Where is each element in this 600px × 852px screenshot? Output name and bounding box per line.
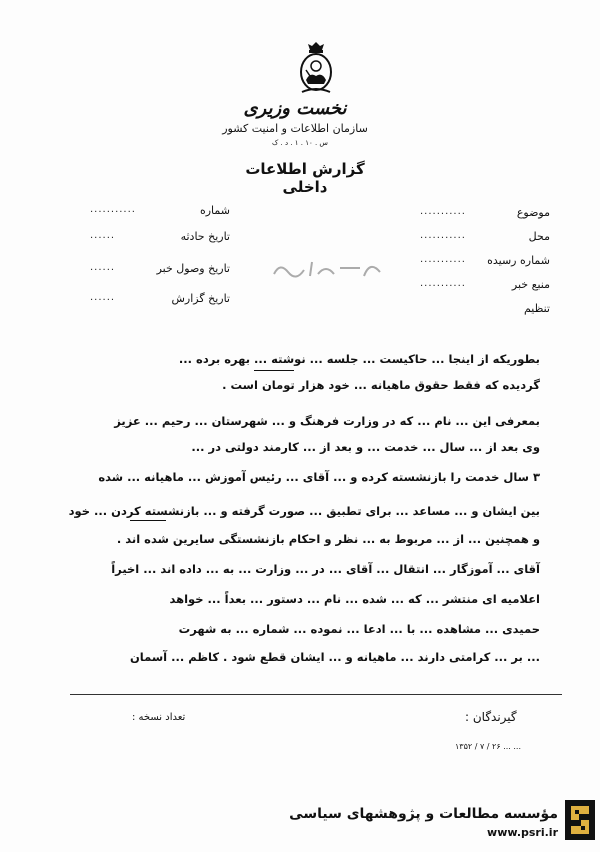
underline-mark xyxy=(254,370,294,371)
body-line-5: ۳ سال خدمت را بازنشسته کرده و ... آقای ... رئیس آموزش ... ماهیانه ... شده xyxy=(98,470,540,484)
report-title: گزارش اطلاعات داخلی xyxy=(245,160,365,196)
footnote-number: ۱۳۵۲ / ۷ / ۲۶ ... ... xyxy=(455,742,521,751)
source-number-dots: ........... xyxy=(420,254,466,265)
source-label: منبع خبر xyxy=(511,278,550,291)
source-number-label: شماره رسیده xyxy=(487,254,550,267)
lion-and-sun-emblem-icon xyxy=(296,42,336,96)
event-date-dots: ...... xyxy=(90,230,116,241)
place-dots: ........... xyxy=(420,230,466,241)
copies-label: تعداد نسخه : xyxy=(132,712,186,723)
organization-name: سازمان اطلاعات و امنیت کشور xyxy=(222,122,368,135)
footer-separator xyxy=(70,694,562,695)
place-label: محل xyxy=(528,230,550,243)
number-label: شماره xyxy=(199,204,230,217)
subject-dots: ........... xyxy=(420,206,466,217)
institute-url[interactable]: www.psri.ir xyxy=(487,826,558,839)
ministry-name: نخست وزیری xyxy=(243,98,347,119)
receipt-date-label: تاریخ وصول خبر xyxy=(156,262,230,275)
number-dots: ........... xyxy=(90,204,136,215)
event-date-label: تاریخ حادثه xyxy=(180,230,230,243)
psri-logo-icon xyxy=(565,800,595,840)
body-line-10: حمیدی ... مشاهده ... با ... ادعا ... نموده ... شماره ... به شهرت xyxy=(178,622,540,636)
institute-name: مؤسسه مطالعات و پژوهشهای سیاسی xyxy=(289,806,558,822)
body-line-8: آقای ... آموزگار ... انتقال ... آقای ... در ... وزارت ... به ... داده اند ... اخیراً xyxy=(111,562,540,576)
source-dots: ........... xyxy=(420,278,466,289)
body-line-11: ... بر ... کرامتی دارند ... ماهیانه و ... ایشان قطع شود . کاظم ... آسمان xyxy=(129,650,540,664)
report-date-label: تاریخ گزارش xyxy=(171,292,230,305)
underline-mark xyxy=(130,520,166,521)
body-line-1: بطوریکه از اینجا ... حاکیست ... جلسه ... نوشته ... بهره برده ... xyxy=(178,352,540,366)
redacted-source-mark xyxy=(270,256,390,284)
subject-label: موضوع xyxy=(516,206,550,219)
body-line-3: بمعرفی این ... نام ... که در وزارت فرهنگ و ... شهرستان ... رحیم ... عزیز xyxy=(114,414,540,428)
body-line-7: و همچنین ... از ... مربوط به ... نظر و احکام بازنشستگی سایرین شده اند . xyxy=(116,532,540,546)
body-line-4: وی بعد از ... سال ... خدمت ... و بعد از ... کارمند دولتی در ... xyxy=(191,440,540,454)
report-date-dots: ...... xyxy=(90,292,116,303)
body-line-6: بین ایشان و ... مساعد ... برای تطبیق ... صورت گرفته و ... بازنشسته کردن ... خود xyxy=(68,504,540,518)
body-line-2: گردیده که فقط حقوق ماهیانه ... خود هزار تومان است . xyxy=(222,378,540,392)
department-code: س . ۱۰ . ۱ . د . ک xyxy=(272,139,328,147)
body-line-9: اعلامیه ای منتشر ... که ... شده ... نام ... دستور ... بعداً ... خواهد xyxy=(169,592,540,606)
receivers-label: گیرندگان : xyxy=(465,710,517,724)
receipt-date-dots: ...... xyxy=(90,262,116,273)
copies-to-label: تنظیم xyxy=(523,302,550,315)
